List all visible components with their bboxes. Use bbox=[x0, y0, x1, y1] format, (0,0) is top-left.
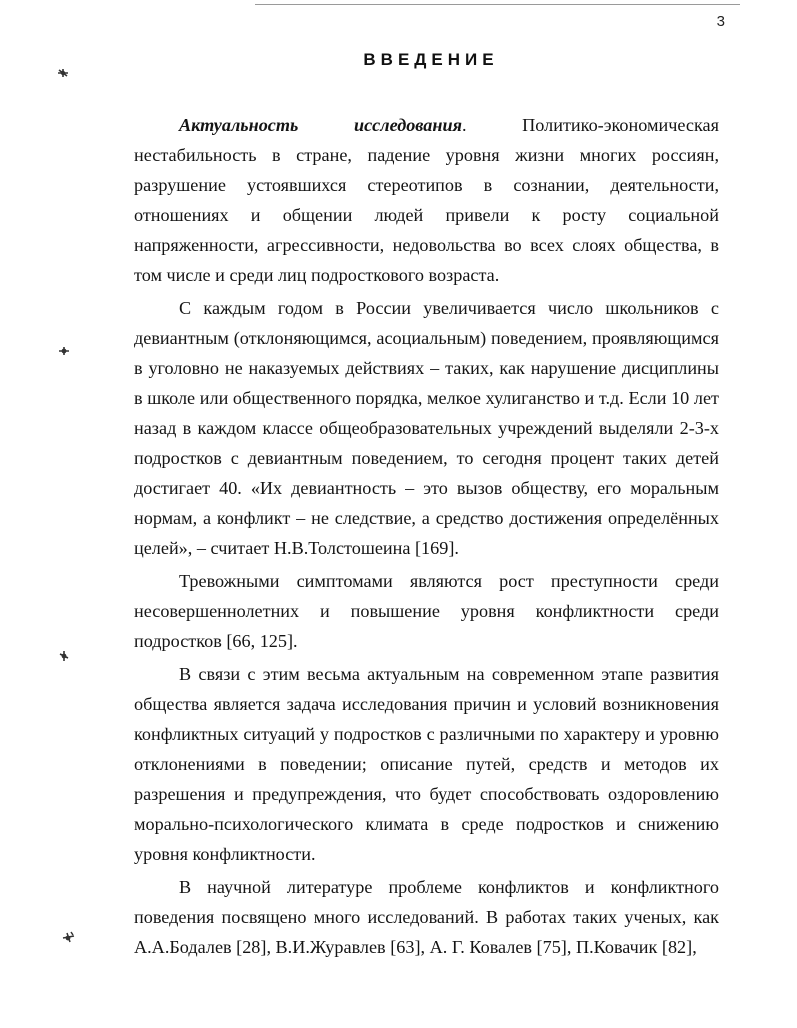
paragraph-deviant-growth: С каждым годом в России увеличивается число школьников с девиантным (отклоняющимся, асоциальным) поведением, проявляющимся в уголовно не наказуемых действиях – таких, как нарушение дисциплины в школе или общественного порядка, мелкое хулиганство и т.д. Если 10 лет назад в каждом классе общеобразовательных учреждений выделяли 2-3-х подростков с девиантным поведением, то сегодня процент таких детей достигает 40. «Их девиантность – это вызов обществу, его моральным нормам, а конфликт – не следствие, а средство достижения определённых целей», – считает Н.В.Толстошеина [169]. bbox=[134, 298, 719, 558]
scan-mark-icon bbox=[57, 68, 67, 78]
paragraph-literature: В научной литературе проблеме конфликтов и конфликтного поведения посвящено много исследований. В работах таких ученых, как А.А.Бодалев [28], В.И.Журавлев [63], А. Г. Ковалев [75], П.Ковачик [82], bbox=[134, 877, 719, 957]
scan-top-rule bbox=[255, 4, 740, 5]
scan-mark-icon bbox=[58, 650, 68, 660]
paragraph-relevance bbox=[134, 110, 719, 290]
scan-mark-icon bbox=[62, 931, 72, 941]
paragraph-lead: Актуальность исследования bbox=[179, 115, 462, 135]
body-text bbox=[134, 110, 719, 965]
scan-mark-icon bbox=[58, 346, 68, 356]
paragraph-research-task: В связи с этим весьма актуальным на современном этапе развития общества является задача исследования причин и условий возникновения конфликтных ситуаций у подростков с различными по характеру и уровню отклонениями в поведении; описание путей, средств и методов их разрешения и предупреждения, что будет способствовать оздоровлению морально-психологического климата в среде подростков и снижению уровня конфликтности. bbox=[134, 664, 719, 864]
page-number: 3 bbox=[716, 13, 725, 30]
paragraph-symptoms: Тревожными симптомами являются рост преступности среди несовершеннолетних и повышение уровня конфликтности среди подростков [66, 125]. bbox=[134, 571, 719, 651]
paragraph-text: . Политико-экономическая нестабильность в стране, падение уровня жизни многих россиян, разрушение устоявшихся стереотипов в сознании, деятельности, отношениях и общении людей привели к росту социальной напряженности, агрессивности, недовольства во всех слоях общества, в том числе и среди лиц подросткового возраста. bbox=[134, 115, 719, 285]
section-heading: ВВЕДЕНИЕ bbox=[363, 50, 499, 69]
